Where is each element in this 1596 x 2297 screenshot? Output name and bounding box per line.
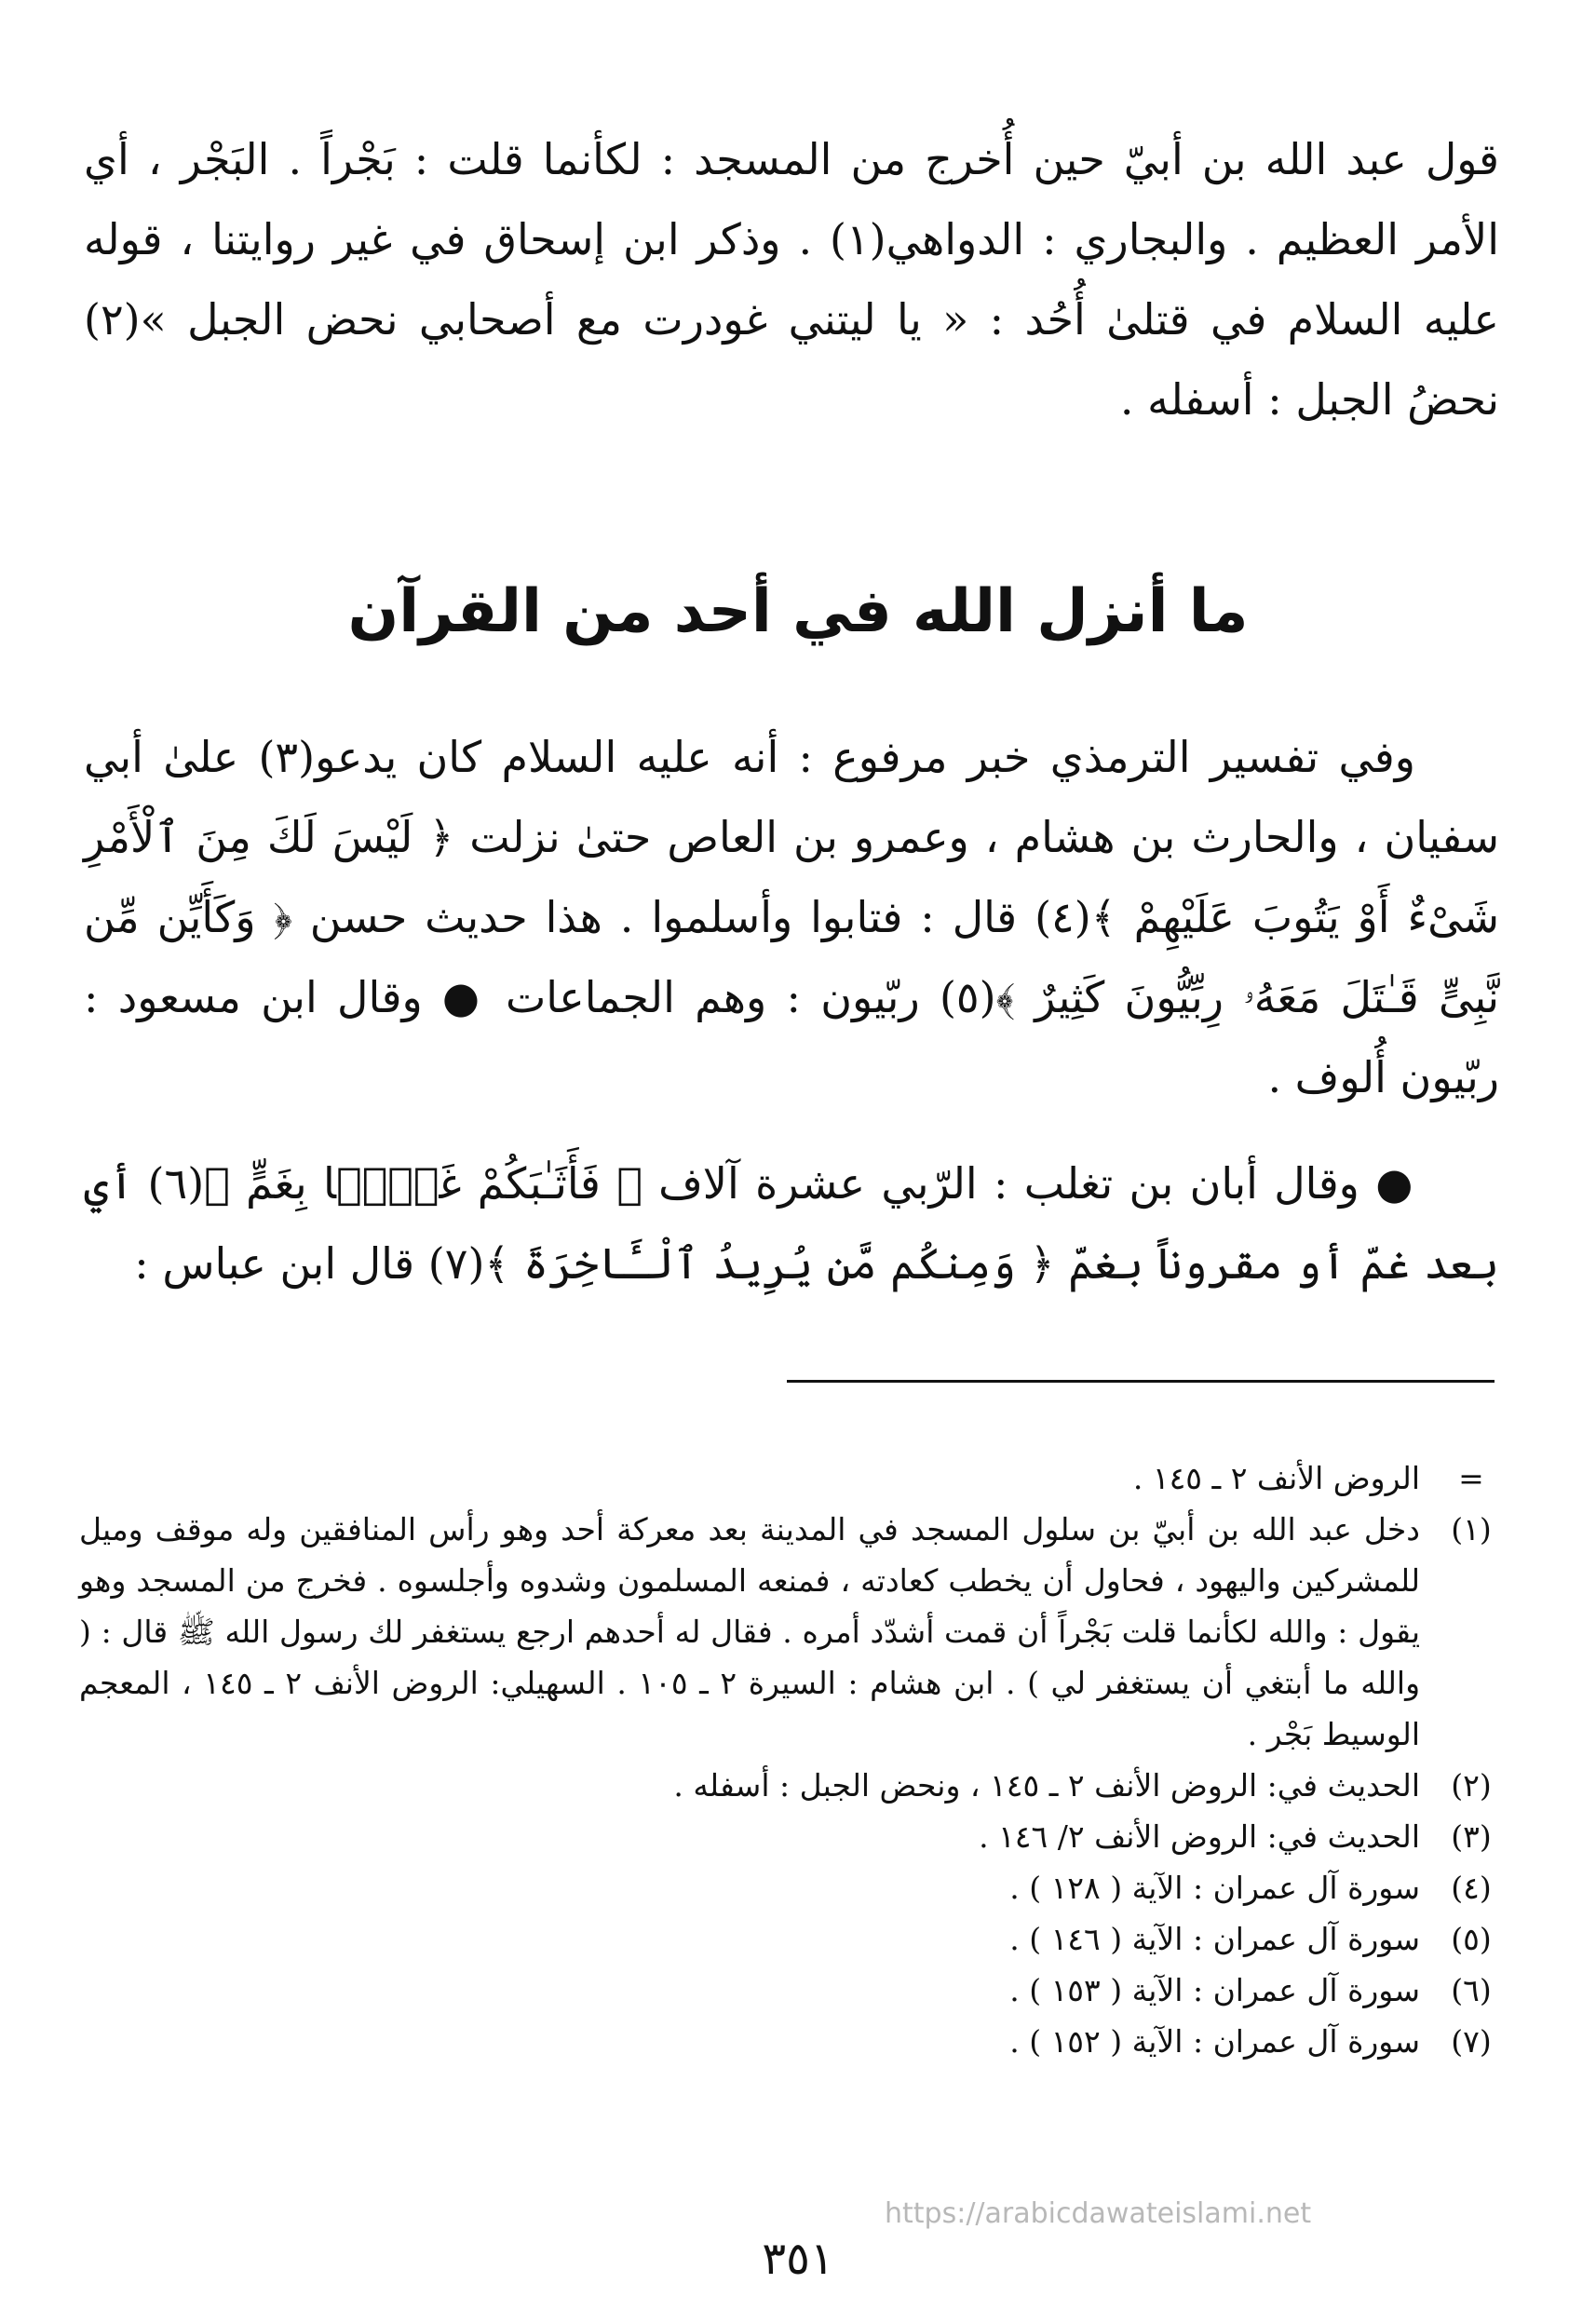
- footnote-text: الحديث في: الروض الأنف ٢/ ١٤٦ .: [979, 1818, 1420, 1855]
- footnote-7: [79, 2016, 1504, 2067]
- footnote-2: [79, 1760, 1504, 1811]
- footnote-marker: (١): [1451, 1511, 1492, 1547]
- footnote-text: الحديث في: الروض الأنف ٢ ـ ١٤٥ ، ونحض الجبل : أسفله .: [673, 1767, 1420, 1804]
- footnote-marker: (٢): [1451, 1767, 1492, 1804]
- aban-paragraph: ● وقال أبان بن تغلب : الرّبي عشرة آلاف ﴿ فَأَثَـٰبَكُمْ غَمًّۢا بِغَمٍّ ﴾(٦) أي بعد غمّ أو مقروناً بغمّ ﴿ وَمِنكُم مَّن يُرِيدُ ٱلْـَٔاخِرَةَ ﴾(٧) قال ابن عباس :: [84, 1158, 1499, 1289]
- section-heading: ما أنزل الله في أحد من القرآن: [347, 577, 1249, 646]
- footnote-text: سورة آل عمران : الآية ( ١٢٨ ) .: [1009, 1870, 1420, 1906]
- footnote-text: سورة آل عمران : الآية ( ١٥٢ ) .: [1009, 2023, 1420, 2060]
- footnote-text: سورة آل عمران : الآية ( ١٤٦ ) .: [1009, 1921, 1420, 1957]
- footnote-marker: (٤): [1451, 1870, 1492, 1906]
- footnote-text: دخل عبد الله بن أبيّ بن سلول المسجد في المدينة بعد معركة أحد وهو رأس المنافقين وله موقف وميل للمشركين واليهود ، فحاول أن يخطب كعادته ، فمنعه المسلمون وشدوه وأجلسوه . فخرج من المسجد وهو يقول : والله لكأنما قلت بَجْراً أن قمت أشدّد أمره . فقال له أحدهم ارجع يستغفر لك رسول الله ﷺ قال : ( والله ما أبتغي أن يستغفر لي ) . ابن هشام : السيرة ٢ ـ ١٠٥ . السهيلي: الروض الأنف ٢ ـ ١٤٥ ، المعجم الوسيط بَجْر .: [79, 1511, 1421, 1752]
- footnote-1: [79, 1504, 1504, 1760]
- page-number: ٣٥١: [762, 2233, 834, 2285]
- footnote-text: الروض الأنف ٢ ـ ١٤٥ .: [1132, 1460, 1420, 1496]
- footnote-marker: (٦): [1451, 1972, 1492, 2008]
- footnote-marker: =: [1458, 1460, 1484, 1496]
- footnote-4: [79, 1862, 1504, 1913]
- footnote-marker: (٥): [1451, 1921, 1492, 1957]
- tafsir-paragraph: وفي تفسير الترمذي خبر مرفوع : أنه عليه السلام كان يدعو(٣) علىٰ أبي سفيان ، والحارث بن هشام ، وعمرو بن العاص حتىٰ نزلت ﴿ لَيْسَ لَكَ مِنَ ٱلْأَمْرِ شَىْءٌ أَوْ يَتُوبَ عَلَيْهِمْ ﴾(٤) قال : فتابوا وأسلموا . هذا حديث حسن ﴿ وَكَأَيِّن مِّن نَّبِىٍّ قَـٰتَلَ مَعَهُۥ رِبِّيُّونَ كَثِيرٌ ﴾(٥) ربّيون : وهم الجماعات ● وقال ابن مسعود : ربّيون أُلوف .: [84, 732, 1500, 1102]
- watermark-url: https://arabicdawateislami.net: [885, 2197, 1312, 2230]
- footnote-text: سورة آل عمران : الآية ( ١٥٣ ) .: [1009, 1972, 1420, 2008]
- footnote-marker: (٧): [1451, 2023, 1492, 2060]
- footnotes: [79, 1453, 1504, 2067]
- footnote-marker: (٣): [1451, 1818, 1492, 1855]
- footnote-6: [79, 1965, 1504, 2016]
- footnote-separator: [787, 1380, 1495, 1383]
- footnote-5: [79, 1913, 1504, 1965]
- footnote-continuation: [79, 1453, 1504, 1504]
- footnote-3: [79, 1811, 1504, 1862]
- opening-paragraph: قول عبد الله بن أبيّ حين أُخرج من المسجد : لكأنما قلت : بَجْراً . البَجْر ، أي الأمر العظيم . والبجاري : الدواهي(١) . وذكر ابن إسحاق في غير روايتنا ، قوله عليه السلام في قتلىٰ أُحُد : « يا ليتني غودرت مع أصحابي نحض الجبل »(٢) نحضُ الجبل : أسفله .: [84, 134, 1499, 425]
